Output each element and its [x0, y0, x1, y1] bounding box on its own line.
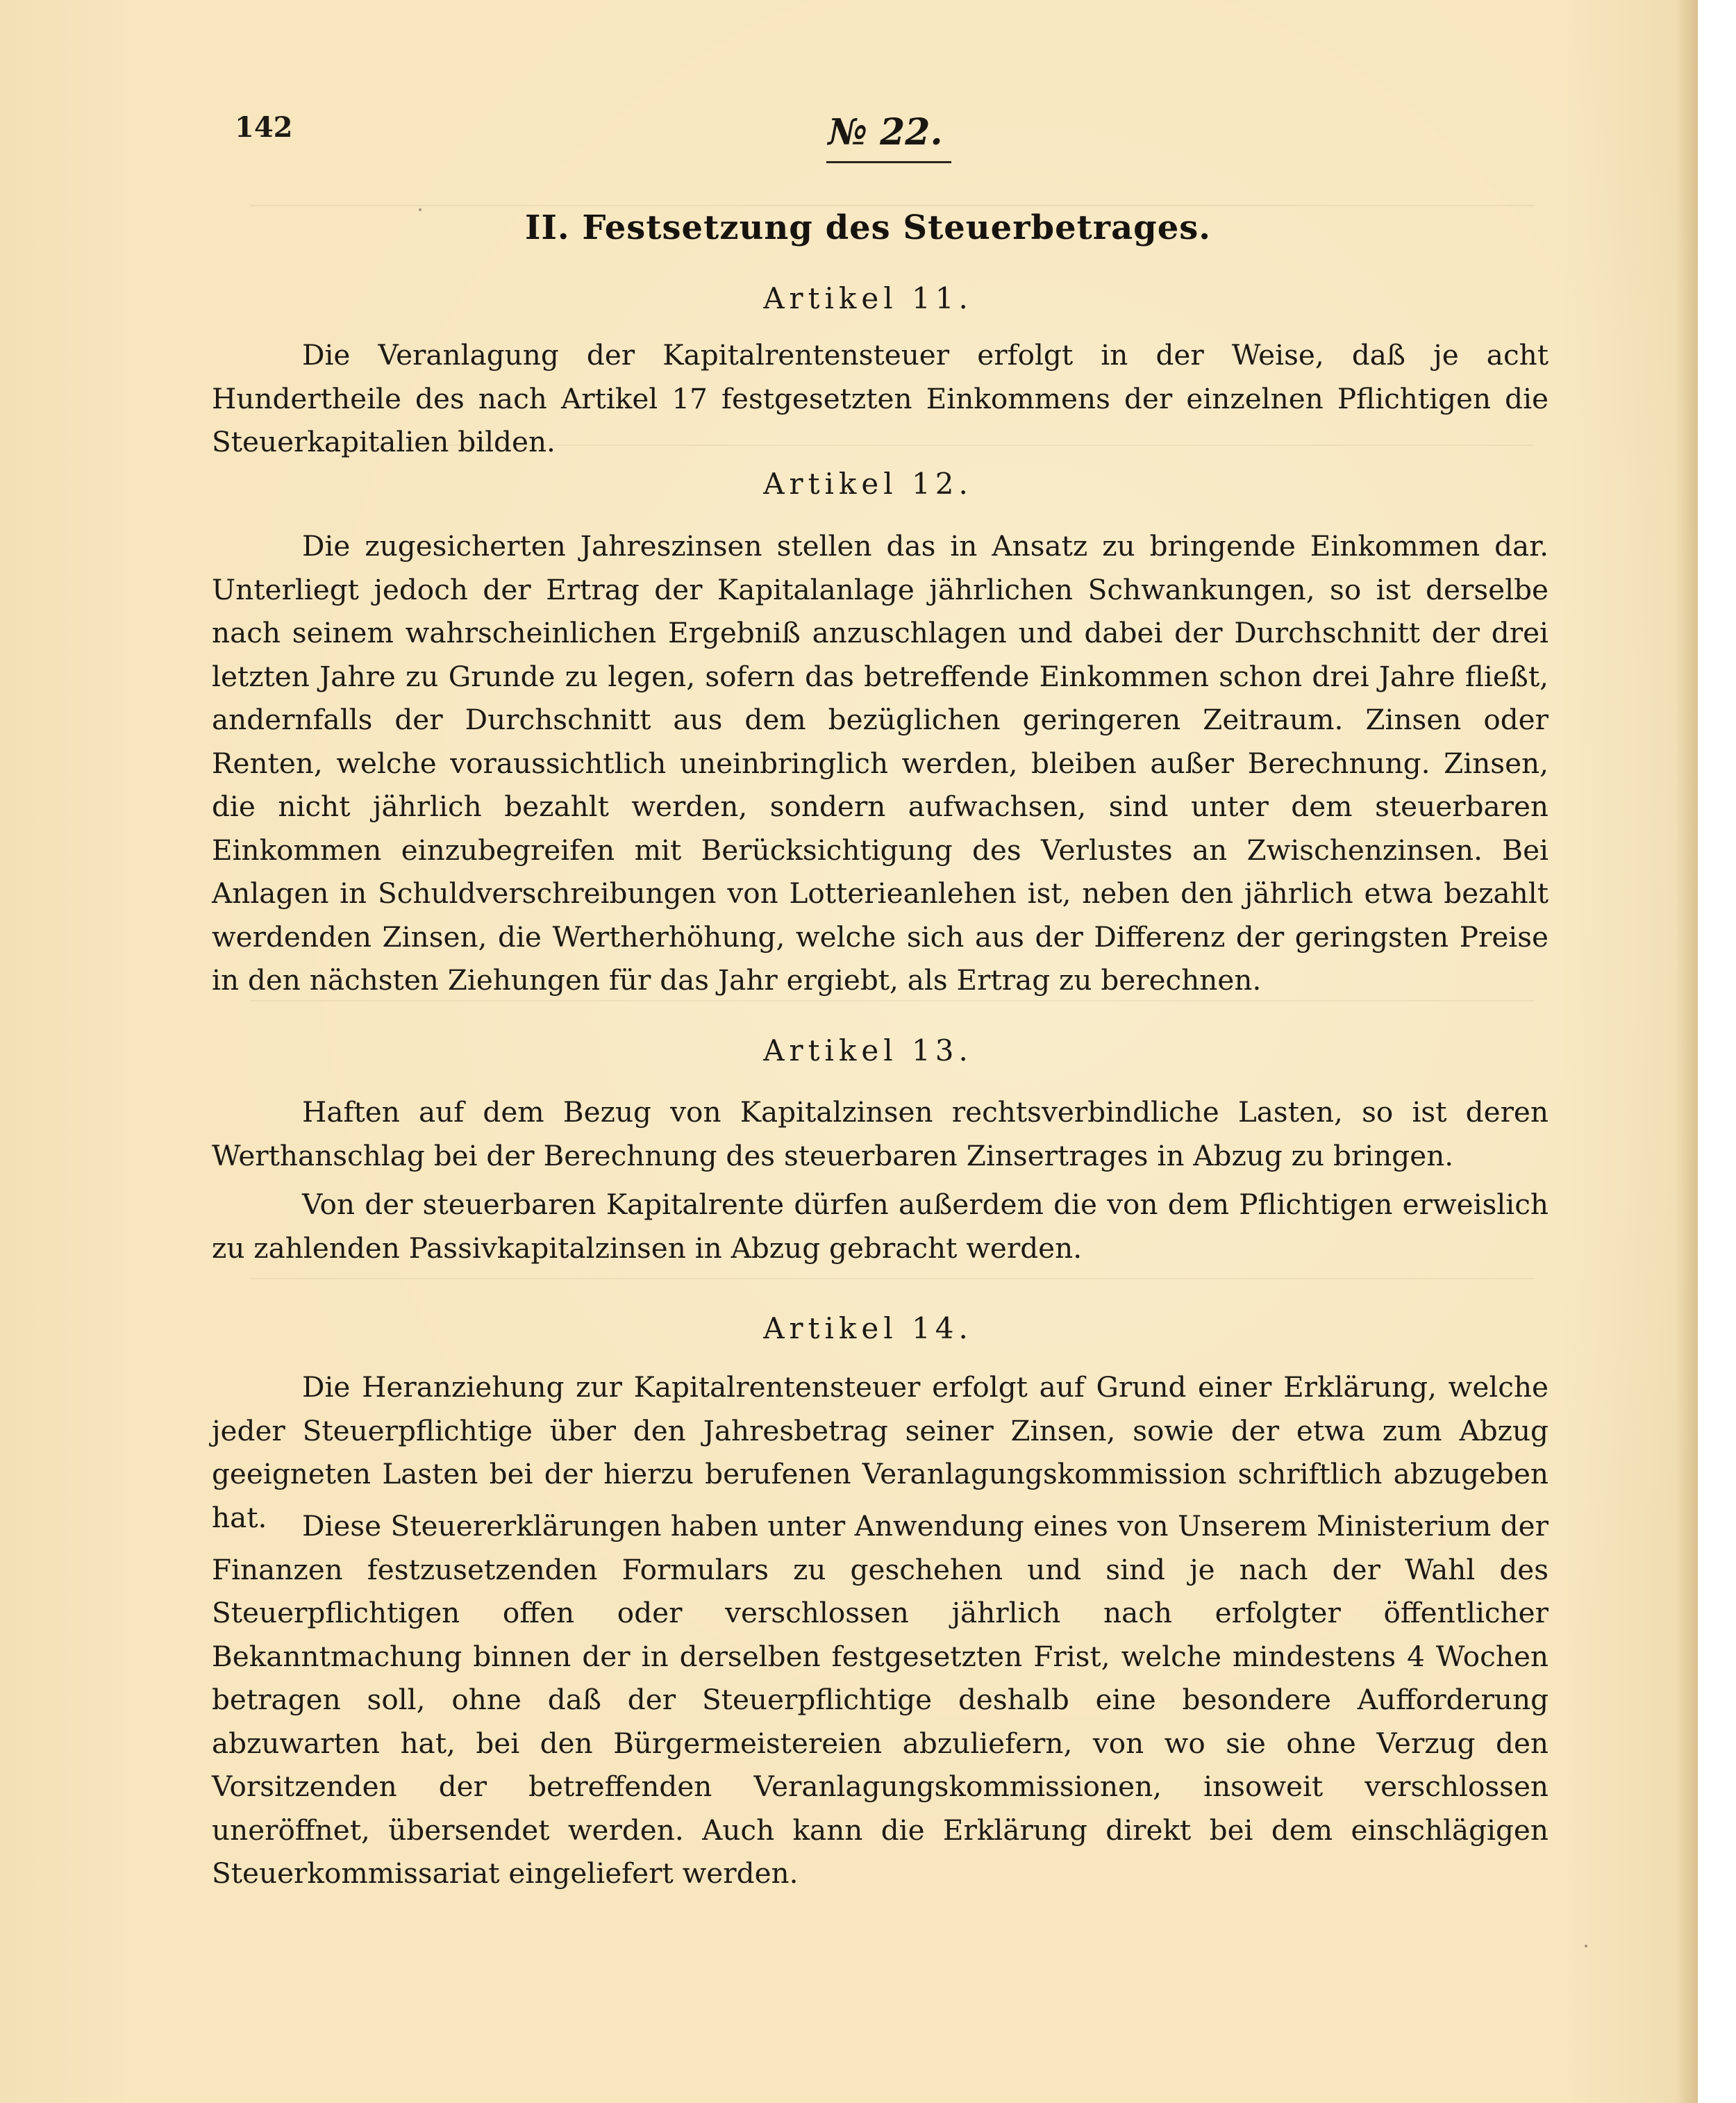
- article-paragraph: Die Veranlagung der Kapitalrentensteuer erfolgt in der Weise, daß je acht Hundertheile des nach Artikel 17 festgesetzten Einkommens der einzelnen Pflichtigen die Steuerkapitalien bilden.: [212, 338, 1549, 458]
- article-paragraph: Von der steuerbaren Kapitalrente dürfen außerdem die von dem Pflichtigen erweislich zu zahlenden Passivkapitalzinsen in Abzug gebracht werden.: [212, 1188, 1549, 1265]
- issue-number: № 22.: [828, 111, 943, 153]
- page-edge-shadow: [1675, 0, 1698, 2103]
- page-number: 142: [235, 111, 293, 144]
- article-paragraph: Die Heranziehung zur Kapitalrentensteuer erfolgt auf Grund einer Erklärung, welche jeder Steuerpflichtige über den Jahresbetrag seiner Zinsen, sowie der etwa zum Abzug geeigneten Lasten bei der hierzu berufenen Veranlagungskommission schriftlich abzugeben hat.: [212, 1370, 1549, 1534]
- article-heading: Artikel 12.: [763, 467, 973, 501]
- article-heading: Artikel 14.: [763, 1311, 973, 1345]
- article-paragraph: Diese Steuererklärungen haben unter Anwendung eines von Unserem Ministerium der Finanzen festzusetzenden Formulars zu geschehen und sind je nach der Wahl des Steuerpflichtigen offen oder verschlossen jährlich nach erfolgter öffentlicher Bekanntmachung binnen der in derselben festgesetzten Frist, welche mindestens 4 Wochen betragen soll, ohne daß der Steuerpflichtige deshalb eine besondere Aufforderung abzuwarten hat, bei den Bürgermeistereien abzuliefern, von wo sie ohne Verzug den Vorsitzenden der betreffenden Veranlagungskommissionen, insoweit verschlossen uneröffnet, übersendet werden. Auch kann die Erklärung direkt bei dem einschlägigen Steuerkommissariat eingeliefert werden.: [212, 1509, 1549, 1890]
- article-paragraph: Die zugesicherten Jahreszinsen stellen das in Ansatz zu bringende Einkommen dar. Unterliegt jedoch der Ertrag der Kapitalanlage jährlichen Schwankungen, so ist derselbe nach seinem wahrscheinlichen Ergebniß anzuschlagen und dabei der Durchschnitt der drei letzten Jahre zu Grunde zu legen, sofern das betreffende Einkommen schon drei Jahre fließt, andernfalls der Durchschnitt aus dem bezüglichen geringeren Zeitraum. Zinsen oder Renten, welche voraussichtlich uneinbringlich werden, bleiben außer Berechnung. Zinsen, die nicht jährlich bezahlt werden, sondern aufwachsen, sind unter dem steuerbaren Einkommen einzubegreifen mit Berücksichtigung des Verlustes an Zwischenzinsen. Bei Anlagen in Schuldverschreibungen von Lotterieanlehen ist, neben den jährlich etwa bezahlt werdenden Zinsen, die Wertherhöhung, welche sich aus der Differenz der geringsten Preise in den nächsten Ziehungen für das Jahr ergiebt, als Ertrag zu berechnen.: [212, 529, 1549, 997]
- article-heading: Artikel 11.: [763, 281, 973, 315]
- bleed-through-line: [250, 205, 1535, 206]
- bleed-through-line: [250, 1278, 1535, 1279]
- issue-underline: [826, 161, 951, 163]
- article-heading: Artikel 13.: [763, 1033, 973, 1067]
- article-paragraph: Haften auf dem Bezug von Kapitalzinsen rechtsverbindliche Lasten, so ist deren Werthanschlag bei der Berechnung des steuerbaren Zinsertrages in Abzug zu bringen.: [212, 1095, 1549, 1172]
- paper-speck: [1585, 1945, 1587, 1947]
- section-title: II. Festsetzung des Steuerbetrages.: [524, 208, 1211, 247]
